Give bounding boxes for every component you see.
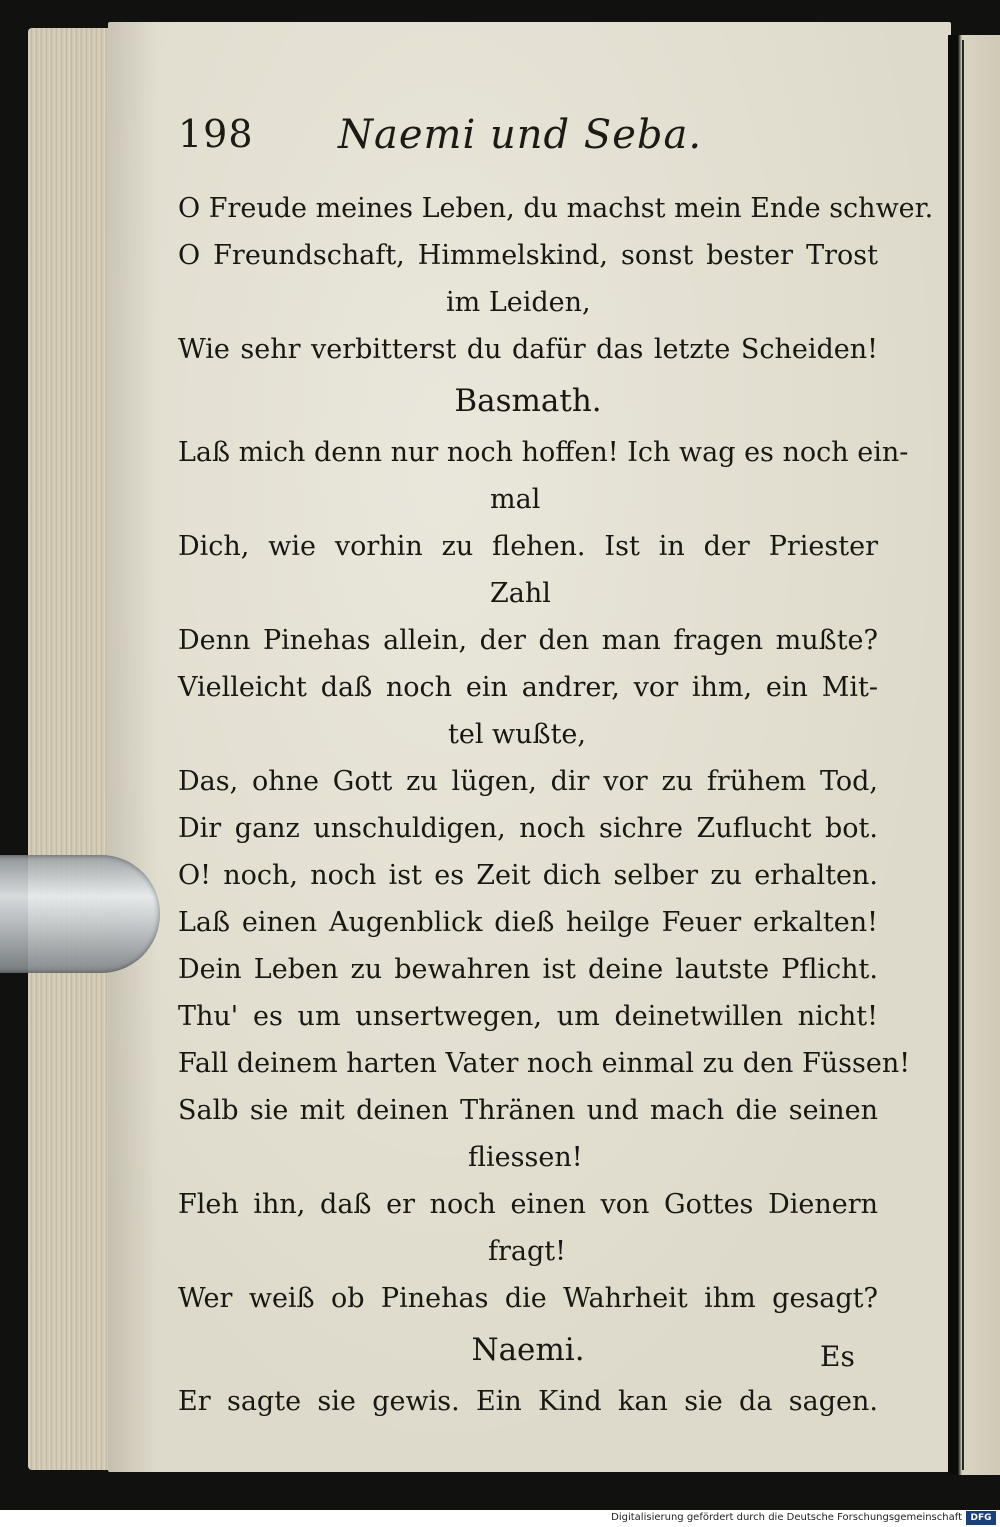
- verse-line: Das, ohne Gott zu lügen, dir vor zu frühem Tod,: [178, 766, 878, 797]
- verse-text: [178, 185, 934, 1425]
- verse-line: Dein Leben zu bewahren ist deine lautste Pflicht.: [178, 954, 878, 985]
- page-number: 198: [178, 112, 254, 156]
- verse-line: Laß mich denn nur noch hoffen! Ich wag es noch ein-: [178, 437, 909, 468]
- page-header: [178, 112, 878, 172]
- verse-line: O Freundschaft, Himmelskind, sonst bester Trost: [178, 240, 878, 271]
- verse-line-continuation: Zahl: [490, 578, 551, 609]
- page-clip: [0, 855, 160, 973]
- verse-line: Wer weiß ob Pinehas die Wahrheit ihm gesagt?: [178, 1283, 878, 1314]
- verse-line-continuation: fragt!: [488, 1236, 566, 1267]
- verse-line: Laß einen Augenblick dieß heilge Feuer erkalten!: [178, 907, 878, 938]
- verse-line: Fleh ihn, daß er noch einen von Gottes Dienern: [178, 1189, 878, 1220]
- verse-line: Thu' es um unsertwegen, um deinetwillen nicht!: [178, 1001, 878, 1032]
- verse-line-continuation: im Leiden,: [446, 287, 591, 318]
- speaker-name: Basmath.: [454, 383, 602, 419]
- funding-credit: Digitalisierung gefördert durch die Deutsche Forschungsgemeinschaft: [611, 1512, 962, 1523]
- gutter-shadow: [962, 40, 964, 1470]
- dfg-logo: DFG: [966, 1511, 996, 1525]
- verse-line: Fall deinem harten Vater noch einmal zu den Füssen!: [178, 1048, 911, 1079]
- verse-line-continuation: fliessen!: [468, 1142, 583, 1173]
- verse-line: Er sagte sie gewis. Ein Kind kan sie da sagen.: [178, 1386, 878, 1417]
- verse-line: Denn Pinehas allein, der den man fragen mußte?: [178, 625, 878, 656]
- verse-line-continuation: mal: [490, 484, 541, 515]
- facing-page-edge: [948, 35, 1000, 1475]
- verse-line: Salb sie mit deinen Thränen und mach die seinen: [178, 1095, 878, 1126]
- verse-line: Vielleicht daß noch ein andrer, vor ihm, ein Mit-: [178, 672, 878, 703]
- catchword: Es: [820, 1340, 855, 1373]
- verse-line: Wie sehr verbitterst du dafür das letzte Scheiden!: [178, 334, 878, 365]
- credit-bar: [0, 1510, 1000, 1527]
- verse-line: O Freude meines Leben, du machst mein Ende schwer.: [178, 193, 934, 224]
- verse-line: O! noch, noch ist es Zeit dich selber zu erhalten.: [178, 860, 878, 891]
- verse-line: Dir ganz unschuldigen, noch sichre Zuflucht bot.: [178, 813, 878, 844]
- speaker-name: Naemi.: [471, 1332, 585, 1368]
- verse-line-continuation: tel wußte,: [448, 719, 586, 750]
- running-title: Naemi und Seba.: [338, 112, 703, 158]
- verse-line: Dich, wie vorhin zu flehen. Ist in der Priester: [178, 531, 878, 562]
